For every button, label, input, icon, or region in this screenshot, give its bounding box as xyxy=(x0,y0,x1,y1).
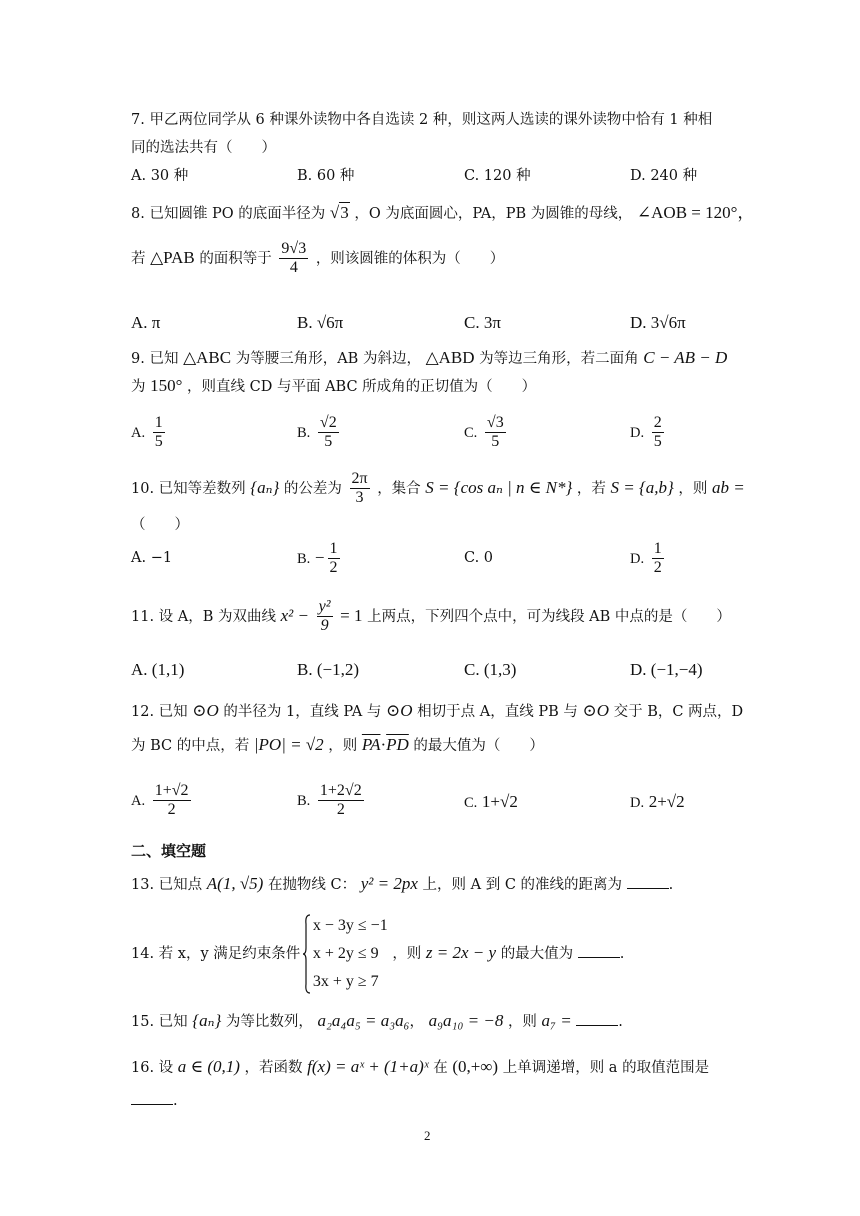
q13-answer-blank[interactable] xyxy=(627,874,669,889)
q16-function: f(x) = aˣ + (1+a)ˣ xyxy=(307,1057,429,1076)
q9-text-1a: 9. 已知 xyxy=(131,351,179,367)
q12-circle-1: ⊙O xyxy=(192,701,219,720)
q14-text-1b: ，则 xyxy=(392,946,422,962)
q8-text-1b: ，O 为底面圆心，PA，PB 为圆锥的母线， xyxy=(354,206,633,222)
q8-option-c: C. 3π xyxy=(464,313,501,332)
q8-frac-num: 9√3 xyxy=(279,240,308,259)
q13-text-1a: 13. 已知点 xyxy=(131,877,203,893)
q12-line2 xyxy=(131,734,544,755)
q9-option-c-num: √3 xyxy=(485,414,506,433)
q16-line2 xyxy=(131,1090,178,1109)
q12-option-d xyxy=(630,792,685,812)
q14-text-1c: 的最大值为 xyxy=(500,946,574,962)
q11-text-1a: 11. 设 A，B 为双曲线 xyxy=(131,608,277,625)
q7-line1: 7. 甲乙两位同学从 6 种课外读物中各自选读 2 种，则这两人选读的课外读物中恰有 1 种相 xyxy=(131,112,713,128)
q9-option-b xyxy=(297,414,342,452)
q10-option-d-label: D. xyxy=(630,550,645,567)
q7-option-c: C. 120 种 xyxy=(464,168,531,184)
q9-text-2b: ，则直线 CD 与平面 ABC 所成角的正切值为（ ） xyxy=(187,379,537,395)
q10-option-d-den: 2 xyxy=(653,559,662,577)
q10-set-s: S = {cos aₙ | n ∈ N*} xyxy=(425,477,573,497)
q10-option-b-sign: − xyxy=(314,547,325,567)
q16-line1 xyxy=(131,1056,709,1077)
q8-option-a: A. π xyxy=(131,313,161,332)
q12-option-a-label: A. xyxy=(131,792,146,809)
q11-option-d: D. (−1,−4) xyxy=(630,660,703,679)
q16-interval: (0,+∞) xyxy=(452,1057,499,1076)
q14-constraint-3: 3x + y ≥ 7 xyxy=(312,973,379,990)
left-brace-icon xyxy=(303,914,311,994)
q12-option-d-text: 2+√2 xyxy=(648,792,685,811)
q16-end: . xyxy=(173,1093,178,1109)
q15-eq1: a₂a₄a₅ = a₃a₆ xyxy=(317,1011,410,1030)
q15-text-1c: ，则 xyxy=(507,1014,537,1030)
q9-option-d-num: 2 xyxy=(652,414,664,433)
q10-text-1c: ，集合 xyxy=(377,480,421,497)
q10-option-b-num: 1 xyxy=(328,540,340,559)
q16-text-1d: 上单调递增，则 a 的取值范围是 xyxy=(502,1060,710,1076)
q9-option-a-label: A. xyxy=(131,424,146,441)
q12-circle-2: ⊙O xyxy=(385,701,413,720)
q14-constraint-system xyxy=(305,912,388,996)
q10-frac-num: 2π xyxy=(350,470,370,489)
q10-set-ab: S = {a,b} xyxy=(610,477,674,497)
q13-line xyxy=(131,873,673,894)
q12-option-c-text: 1+√2 xyxy=(481,792,518,811)
q16-answer-blank[interactable] xyxy=(131,1090,173,1105)
q10-option-a: A. −1 xyxy=(131,550,173,566)
q14-constraint-1: x − 3y ≤ −1 xyxy=(312,917,388,934)
q8-angle: ∠AOB = 120°， xyxy=(636,203,755,222)
q16-text-1b: ，若函数 xyxy=(244,1060,303,1076)
q9-triangle-abc: △ABC xyxy=(183,348,232,367)
q12-option-a-den: 2 xyxy=(167,801,176,819)
q15-line xyxy=(131,1010,623,1031)
q9-text-2a: 为 xyxy=(131,379,146,395)
q9-option-c-den: 5 xyxy=(491,433,500,451)
q11-frac-den: 9 xyxy=(320,617,329,635)
q13-end: . xyxy=(668,877,674,893)
q11-frac-num: y² xyxy=(317,598,333,617)
q8-line1 xyxy=(131,198,754,223)
q16-condition: a ∈ (0,1) xyxy=(177,1057,240,1076)
q9-option-b-label: B. xyxy=(297,424,311,441)
q9-dihedral: C − AB − D xyxy=(643,348,728,367)
q12-text-1b: 的半径为 1，直线 PA 与 xyxy=(223,704,382,720)
q12-option-a xyxy=(131,782,194,820)
q13-text-1c: 上，则 A 到 C 的准线的距离为 xyxy=(422,877,623,893)
q10-line2: （ ） xyxy=(131,517,189,533)
q12-text-2c: 的最大值为（ ） xyxy=(413,738,544,754)
q8-triangle: △PAB xyxy=(150,247,195,267)
q11-fraction xyxy=(317,598,333,636)
q10-line1 xyxy=(131,470,745,508)
q9-triangle-abd: △ABD xyxy=(425,348,475,367)
q15-separator: ， xyxy=(409,1014,425,1030)
q12-option-a-num: 1+√2 xyxy=(153,782,191,801)
q15-answer-blank[interactable] xyxy=(576,1011,618,1026)
q10-ab: ab = xyxy=(712,477,745,497)
q10-option-b-label: B. xyxy=(297,550,311,567)
q9-line2 xyxy=(131,375,536,396)
q12-dot: · xyxy=(380,735,387,754)
q9-option-c-label: C. xyxy=(464,424,478,441)
q9-option-a xyxy=(131,414,168,452)
q9-option-b-num: √2 xyxy=(318,414,339,433)
q15-text-1a: 15. 已知 xyxy=(131,1014,188,1030)
q8-text-2b: 的面积等于 xyxy=(199,250,272,267)
q10-frac-den: 3 xyxy=(355,489,364,507)
q14-answer-blank[interactable] xyxy=(578,943,620,958)
q12-option-b-den: 2 xyxy=(336,801,345,819)
q9-option-d-label: D. xyxy=(630,424,645,441)
q13-point: A(1, √5) xyxy=(206,874,264,893)
q15-sequence: {aₙ} xyxy=(192,1011,222,1030)
q11-option-b: B. (−1,2) xyxy=(297,660,359,679)
q9-line1 xyxy=(131,347,727,368)
section-fill-in-blank-title: 二、填空题 xyxy=(131,842,207,860)
q11-option-c: C. (1,3) xyxy=(464,660,517,679)
q7-option-d: D. 240 种 xyxy=(630,168,698,184)
q10-option-c: C. 0 xyxy=(464,550,494,566)
q10-text-1b: 的公差为 xyxy=(283,480,342,497)
q10-difference-fraction xyxy=(350,470,370,508)
q10-text-1d: ，若 xyxy=(576,480,606,497)
q14-line xyxy=(131,912,624,996)
q9-option-d xyxy=(630,414,667,452)
q8-option-b: B. √6π xyxy=(297,313,344,332)
q9-option-d-den: 5 xyxy=(653,433,662,451)
q10-option-b-den: 2 xyxy=(329,559,338,577)
q9-option-a-num: 1 xyxy=(153,414,165,433)
page-number: 2 xyxy=(424,1128,431,1143)
q12-line1 xyxy=(131,700,743,721)
q13-text-1b: 在抛物线 C： xyxy=(267,877,357,893)
q9-option-a-den: 5 xyxy=(154,433,163,451)
q9-text-1c: 为等边三角形，若二面角 xyxy=(479,351,639,367)
q8-text-2a: 若 xyxy=(131,250,146,267)
q9-degree: 150° xyxy=(150,376,183,395)
q10-sequence: {aₙ} xyxy=(250,477,280,497)
q9-option-b-den: 5 xyxy=(324,433,333,451)
q11-text-1b: 上两点，下列四个点中，可为线段 AB 中点的是（ ） xyxy=(367,608,731,625)
q10-option-b xyxy=(297,540,343,578)
q12-text-2b: ，则 xyxy=(328,738,358,754)
q7-option-b: B. 60 种 xyxy=(297,168,355,184)
q10-text-1a: 10. 已知等差数列 xyxy=(131,480,246,497)
q12-text-1d: 交于 B，C 两点，D xyxy=(613,704,744,720)
q8-sqrt3: √3 xyxy=(329,203,349,222)
q11-line1 xyxy=(131,598,731,636)
q12-option-d-label: D. xyxy=(630,795,645,811)
q13-parabola: y² = 2px xyxy=(360,874,418,893)
q16-text-1a: 16. 设 xyxy=(131,1060,174,1076)
q8-text-1a: 8. 已知圆锥 PO 的底面半径为 xyxy=(131,206,326,222)
q14-objective: z = 2x − y xyxy=(425,943,497,962)
q12-vector-pa: $\overline{PA}$ xyxy=(361,735,381,754)
q14-constraint-2: x + 2y ≤ 9 xyxy=(312,945,379,962)
q16-text-1c: 在 xyxy=(433,1060,448,1076)
q12-po: |PO| = √2 xyxy=(253,735,324,754)
q15-eq2: a₉a₁₀ = −8 xyxy=(428,1011,504,1030)
q12-text-1c: 相切于点 A，直线 PB 与 xyxy=(417,704,578,720)
q12-option-b-label: B. xyxy=(297,792,311,809)
q12-option-b-num: 1+2√2 xyxy=(318,782,364,801)
q12-vector-pd: $\overline{PD}$ xyxy=(386,735,409,754)
q12-option-b xyxy=(297,782,367,820)
q15-eq3: a₇ = xyxy=(541,1011,572,1030)
q10-text-1e: ，则 xyxy=(678,480,708,497)
q10-option-d-num: 1 xyxy=(652,540,664,559)
q12-option-c xyxy=(464,792,518,812)
q7-option-a: A. 30 种 xyxy=(131,168,189,184)
q12-text-1a: 12. 已知 xyxy=(131,704,188,720)
q14-end: . xyxy=(619,946,625,962)
q8-text-2c: ，则该圆锥的体积为（ ） xyxy=(315,250,505,267)
q14-text-1a: 14. 若 x，y 满足约束条件 xyxy=(131,946,301,962)
q12-option-c-label: C. xyxy=(464,795,478,811)
q11-option-a: A. (1,1) xyxy=(131,660,185,679)
q8-area-fraction xyxy=(279,240,308,278)
q12-circle-3: ⊙O xyxy=(582,701,609,720)
q11-eq-x2: x² − xyxy=(280,605,309,625)
q9-option-c xyxy=(464,414,509,452)
q7-line2: 同的选法共有（ ） xyxy=(131,140,276,156)
q8-option-d: D. 3√6π xyxy=(630,313,686,332)
q11-eq-rhs: = 1 xyxy=(340,605,363,625)
q15-text-1b: 为等比数列， xyxy=(225,1014,313,1030)
q15-end: . xyxy=(618,1014,623,1030)
q8-line2 xyxy=(131,240,504,278)
q12-text-2a: 为 BC 的中点，若 xyxy=(131,738,250,754)
q8-frac-den: 4 xyxy=(289,259,298,277)
q10-option-d xyxy=(630,540,667,578)
q9-text-1b: 为等腰三角形，AB 为斜边， xyxy=(235,351,421,367)
